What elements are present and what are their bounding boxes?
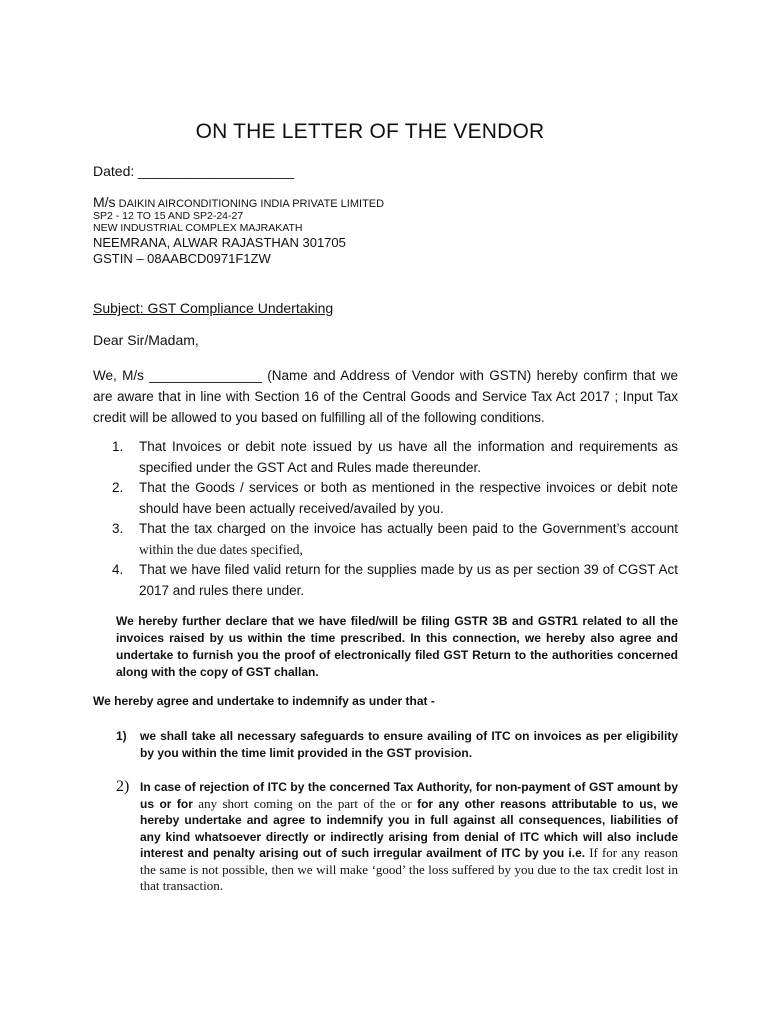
gstin-line: GSTIN – 08AABCD0971F1ZW <box>93 251 271 266</box>
list-text-wrap <box>140 779 678 895</box>
undertaking-item-1 <box>116 728 678 761</box>
list-text-wrap <box>139 519 678 560</box>
list-number: 4. <box>112 562 124 577</box>
list-text: That we have filed valid return for the supplies made by us as per section 39 of CGST Act 2017 and rules there under. <box>139 562 678 598</box>
salutation: Dear Sir/Madam, <box>93 332 199 348</box>
intro-paragraph: We, M/s _______________ (Name and Address of Vendor with GSTN) hereby confirm that we are aware that in line with Section 16 of the Central Goods and Service Tax Act 2017 ; Input Tax credit will be allowed to you based on fulfilling all of the following conditions. <box>93 368 678 425</box>
address-line-2: SP2 - 12 TO 15 AND SP2-24-27 <box>93 210 244 222</box>
list-text: That the tax charged on the invoice has actually been paid to the Government’s account <box>139 521 678 536</box>
list-item <box>112 519 678 560</box>
declaration-paragraph: We hereby further declare that we have filed/will be filing GSTR 3B and GSTR1 related to all the invoices raised by us within the time prescribed. In this connection, we hereby also agree and undertake to furnish you the proof of electronically filed GST Return to the authorities concerned along with the copy of GST challan. <box>116 614 678 679</box>
list-item <box>112 478 678 519</box>
company-line <box>93 196 678 210</box>
list-number: 2. <box>112 480 124 495</box>
letter-title: ON THE LETTER OF THE VENDOR <box>195 120 545 143</box>
agree-heading: We hereby agree and undertake to indemnify as under that - <box>93 694 435 708</box>
ms-prefix: M/s <box>93 194 116 210</box>
vendor-address-block <box>93 196 678 234</box>
list-item <box>112 437 678 478</box>
list-number: 2) <box>116 778 130 795</box>
list-text: we shall take all necessary safeguards to ensure availing of ITC on invoices as per eligibility by you within the time limit provided in the GST provision. <box>140 729 678 760</box>
undertaking-item-2 <box>116 779 678 895</box>
address-line-4: NEEMRANA, ALWAR RAJASTHAN 301705 <box>93 235 346 250</box>
list-text: That the Goods / services or both as mentioned in the respective invoices or debit note should have been actually received/availed by you. <box>139 480 678 516</box>
address-continued <box>93 235 678 267</box>
subject-line: Subject: GST Compliance Undertaking <box>93 300 334 316</box>
list-item <box>112 560 678 601</box>
address-line-3: NEW INDUSTRIAL COMPLEX MAJRAKATH <box>93 222 303 234</box>
list-text-part-serif: If for any reason the same is not possible, then we will make ‘good’ the loss suffered by you due to the tax credit lost in that transaction. <box>140 845 678 893</box>
list-number: 1. <box>112 439 124 454</box>
list-text: That Invoices or debit note issued by us have all the information and requirements as specified under the GST Act and Rules made thereunder. <box>139 439 678 475</box>
list-text-serif: within the due dates specified, <box>139 541 303 557</box>
list-text-part: In case of rejection of ITC by the concerned Tax Authority, for non-payment of GST amount by us or for <box>140 780 678 811</box>
conditions-list <box>112 437 678 601</box>
list-item <box>116 779 678 895</box>
list-text-part-serif: any short coming on the part of the or <box>192 795 418 811</box>
list-number: 3. <box>112 521 124 536</box>
company-name: DAIKIN AIRCONDITIONING INDIA PRIVATE LIMITED <box>115 198 385 210</box>
list-text-part: for any other reasons attributable to us, we hereby undertake and agree to indemnify you in full against all consequences, liabilities of any kind whatsoever directly or indirectly arising from denial of ITC which will also include interest and penalty arising out of such irregular availment of ITC by you i.e. <box>140 796 678 860</box>
list-number: 1) <box>116 729 127 743</box>
list-item <box>116 728 678 761</box>
dated-line: Dated: ____________________ <box>93 163 294 179</box>
